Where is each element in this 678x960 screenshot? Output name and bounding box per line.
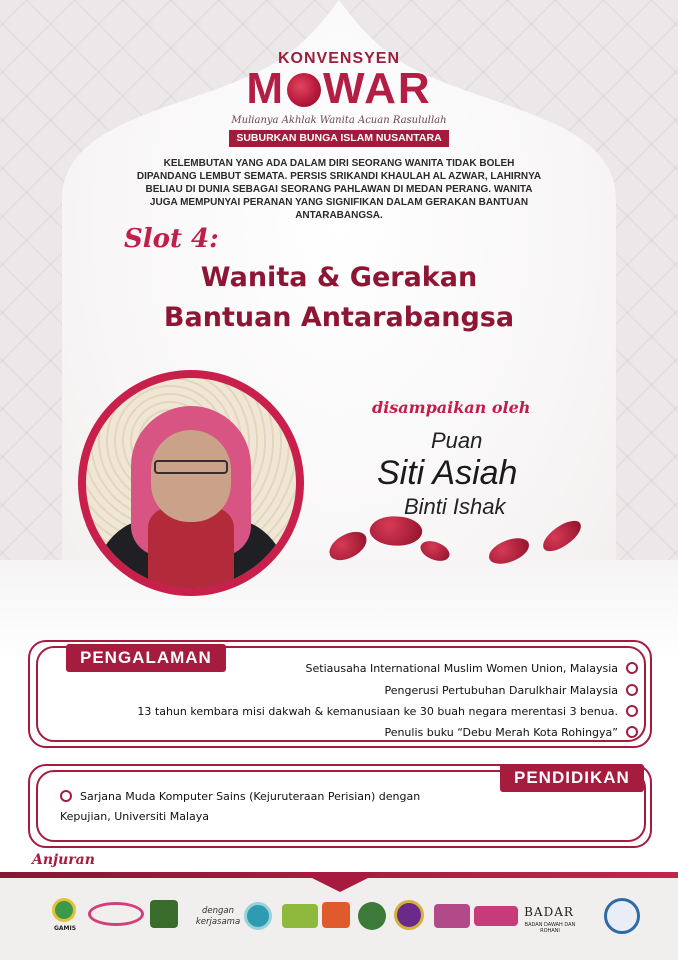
photo-glasses [154, 460, 228, 474]
experience-item [384, 726, 638, 739]
partner-logo [434, 904, 470, 928]
experience-item-text: Penulis buku “Debu Merah Kota Rohingya” [384, 726, 618, 739]
speaker-honorific: Puan [431, 428, 483, 453]
partner-logo [604, 898, 640, 934]
event-tagline: SUBURKAN BUNGA ISLAM NUSANTARA [229, 130, 449, 147]
bullet-icon [626, 726, 638, 738]
partner-logo [282, 904, 318, 928]
photo-face [151, 430, 231, 522]
badar-logo: BADAR [524, 905, 574, 919]
partner-logo [244, 902, 272, 930]
experience-item-text: Setiausaha International Muslim Women Union, Malaysia [305, 662, 618, 675]
presented-by-label: disampaikan oleh [372, 398, 531, 417]
experience-item-text: Pengerusi Pertubuhan Darulkhair Malaysia [384, 684, 618, 697]
education-label: PENDIDIKAN [500, 764, 644, 792]
education-item-text: Sarjana Muda Komputer Sains (Kejuruteraan Perisian) dengan [80, 790, 421, 803]
experience-item [385, 684, 638, 697]
partner-logo [474, 906, 518, 926]
education-item-continuation: Kepujian, Universiti Malaya [60, 810, 210, 823]
collaboration-label: dengan kerjasama [195, 906, 241, 927]
partner-logo [150, 900, 178, 928]
bullet-icon [626, 705, 638, 717]
partner-logo [358, 902, 386, 930]
slot-number: Slot 4: [124, 224, 219, 254]
experience-item [137, 705, 638, 718]
logo-letters-war: WAR [323, 64, 432, 113]
session-title [0, 258, 678, 338]
education-item [60, 790, 420, 803]
event-type: KONVENSYEN [277, 50, 401, 67]
logo-letter-m: M [246, 64, 285, 113]
rose-icon [287, 73, 321, 107]
speaker-name: Siti Asiah [377, 454, 518, 492]
event-subtitle: Mulianya Akhlak Wanita Acuan Rasulullah [231, 115, 447, 126]
event-logo [0, 64, 678, 114]
partner-logo [394, 900, 424, 930]
badar-logo-subtitle: BADAN DAWAH DAN ROHANI [524, 922, 576, 934]
experience-item [306, 662, 639, 675]
partner-logo [88, 902, 144, 926]
gamis-logo-text: GAMIS [53, 925, 77, 932]
speaker-photo [86, 378, 296, 588]
bullet-icon [626, 662, 638, 674]
gamis-logo [52, 898, 76, 922]
bullet-icon [60, 790, 72, 802]
bullet-icon [626, 684, 638, 696]
partner-logo [322, 902, 350, 928]
intro-paragraph: KELEMBUTAN YANG ADA DALAM DIRI SEORANG WANITA TIDAK BOLEH DIPANDANG LEMBUT SEMATA. PERSIS SRIKANDI KHAULAH AL AZWAR, LAHIRNYA BELIAU DI DUNIA SEBAGAI SEORANG PAHLAWAN DI MEDAN PERANG. WANITA JUGA MEMPUNYAI PERANAN YANG SIGNIFIKAN DALAM GERAKAN BANTUAN ANTARABANGSA. [136, 158, 542, 221]
experience-label: PENGALAMAN [66, 644, 226, 672]
speaker-patronymic: Binti Ishak [404, 494, 506, 519]
organiser-label: Anjuran [32, 852, 95, 868]
session-title-line-2: Bantuan Antarabangsa [163, 302, 515, 333]
experience-item-text: 13 tahun kembara misi dakwah & kemanusiaan ke 30 buah negara merentasi 3 benua. [137, 705, 618, 718]
session-title-line-1: Wanita & Gerakan [200, 262, 478, 293]
footer-notch [300, 872, 380, 892]
